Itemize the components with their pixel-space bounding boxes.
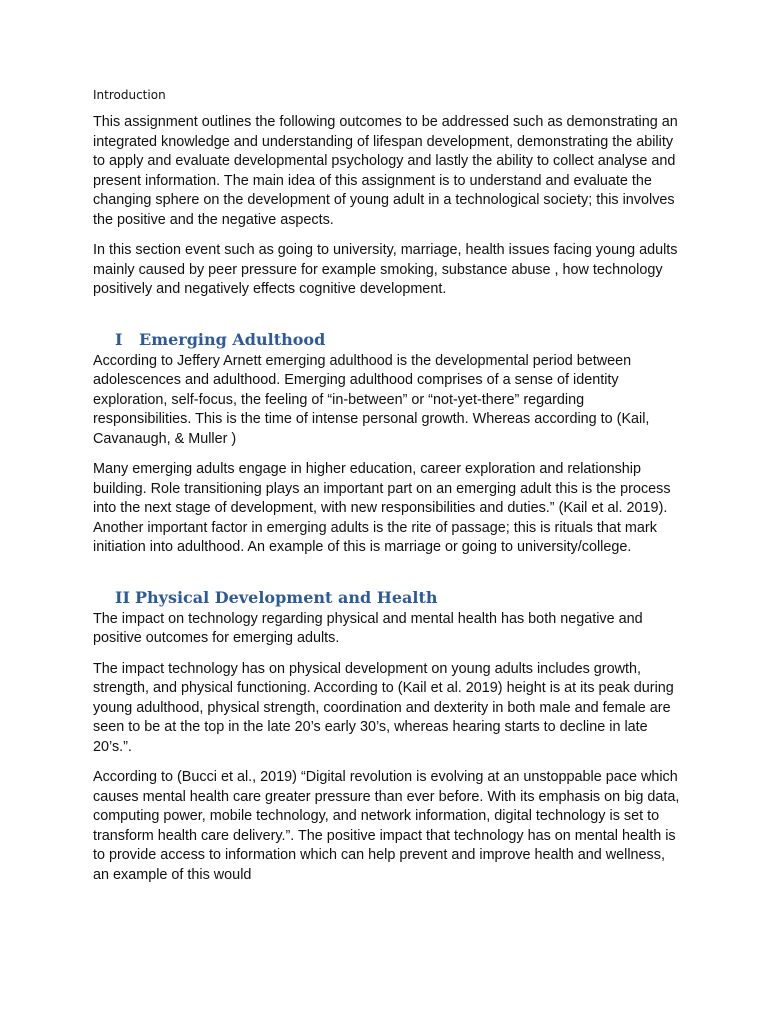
- section-paragraph: According to Jeffery Arnett emerging adulthood is the developmental period between adolescences and adulthood. Emerging adulthood comprises of a sense of identity exploration, self-focus, the feeling of “in-between” or “not-yet-there” regarding responsibilities. This is the time of intense personal growth. Whereas according to (Kail, Cavanaugh, & Muller ): [93, 352, 650, 447]
- section-numeral: I: [115, 329, 123, 349]
- intro-paragraph: In this section event such as going to university, marriage, health issues facing young adults mainly caused by peer pressure for example smoking, substance abuse , how technology positively and negatively effects cognitive development.: [93, 242, 678, 297]
- section-heading-emerging-adulthood: [115, 329, 683, 351]
- intro-paragraph: This assignment outlines the following outcomes to be addressed such as demonstrating an integrated knowledge and understanding of lifespan development, demonstrating the ability to apply and evaluate developmental psychology and lastly the ability to collect analyse and present information. The main idea of this assignment is to understand and evaluate the changing sphere on the development of young adult in a technological society; this involves the positive and the negative aspects.: [93, 114, 678, 228]
- document-body: [93, 86, 683, 896]
- section-paragraph: According to (Bucci et al., 2019) “Digital revolution is evolving at an unstoppable pace which causes mental health care greater pressure than ever before. With its emphasis on big data, computing power, mobile technology, and network information, digital technology is set to transform health care delivery.”. The positive impact that technology has on mental health is to provide access to information which can help prevent and improve health and wellness, an example of this would: [93, 769, 680, 883]
- section-numeral: II: [115, 587, 130, 607]
- section-heading-physical-development: [115, 587, 683, 609]
- section-title: Emerging Adulthood: [139, 329, 326, 349]
- introduction-label: Introduction: [93, 88, 166, 102]
- section-paragraph: The impact on technology regarding physical and mental health has both negative and positive outcomes for emerging adults.: [93, 610, 643, 646]
- section-title: Physical Development and Health: [135, 587, 438, 607]
- section-paragraph: The impact technology has on physical development on young adults includes growth, strength, and physical functioning. According to (Kail et al. 2019) height is at its peak during young adulthood, physical strength, coordination and dexterity in both male and female are seen to be at the top in the late 20’s early 30’s, whereas hearing starts to decline in late 20’s.”.: [93, 660, 674, 755]
- section-paragraph: Many emerging adults engage in higher education, career exploration and relationship building. Role transitioning plays an important part on an emerging adult this is the process into the next stage of development, with new responsibilities and duties.” (Kail et al. 2019). Another important factor in emerging adults is the rite of passage; this is rituals that mark initiation into adulthood. An example of this is marriage or going to university/college.: [93, 461, 671, 555]
